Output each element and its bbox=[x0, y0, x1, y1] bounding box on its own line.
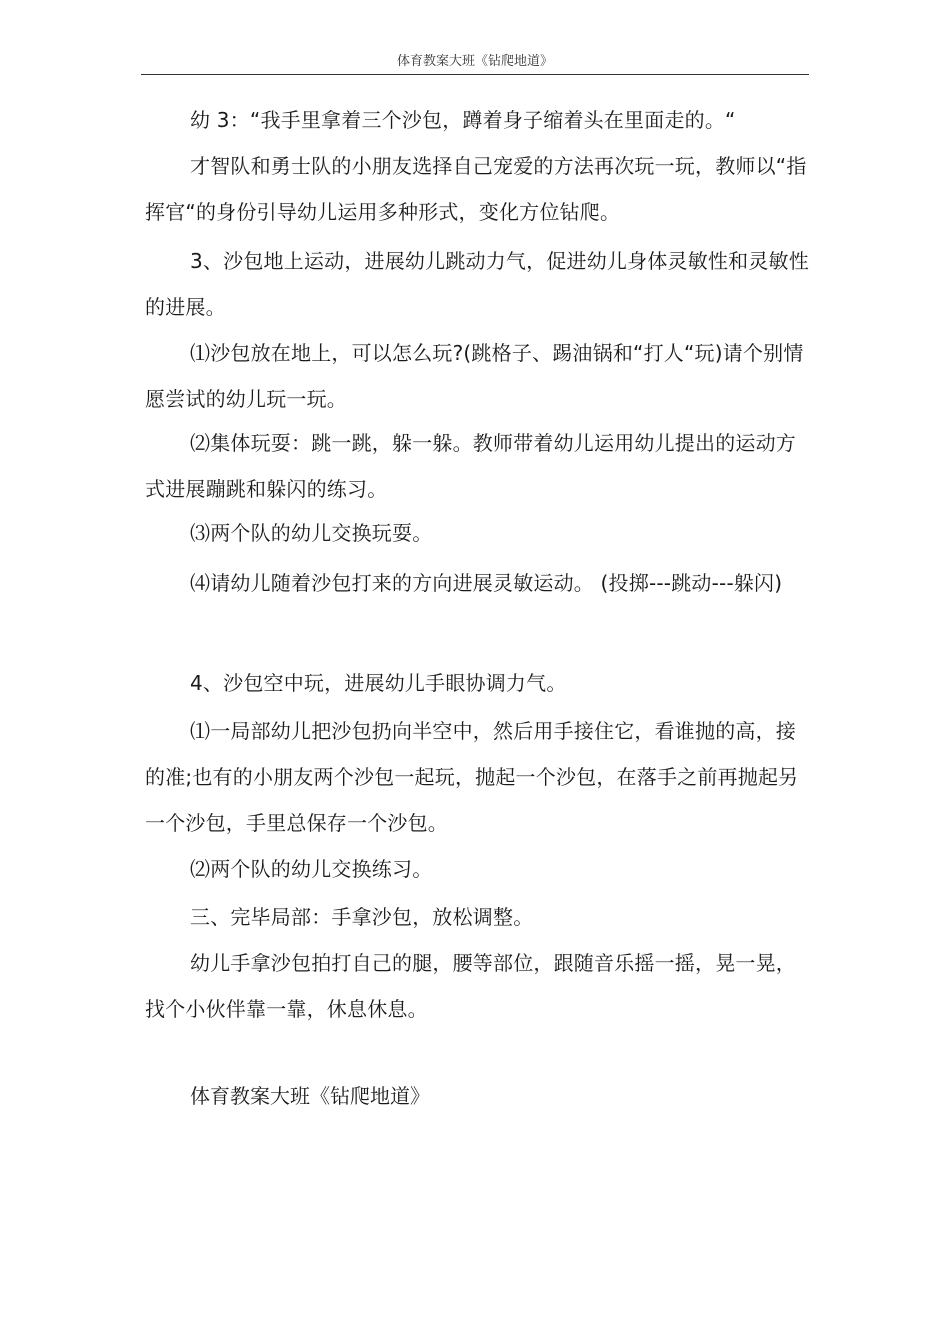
paragraph-4-2: ⑵两个队的幼儿交换练习。 bbox=[190, 857, 433, 881]
paragraph-section-3-end: 三、完毕局部：手拿沙包，放松调整。 bbox=[190, 905, 534, 929]
paragraph-3-1: ⑴沙包放在地上，可以怎么玩?(跳格子、踢油锅和“打人“玩)请个别情愿尝试的幼儿玩一玩。 bbox=[145, 341, 804, 411]
footer-title: 体育教案大班《钻爬地道》 bbox=[190, 1084, 430, 1108]
paragraph-relax: 幼儿手拿沙包拍打自己的腿，腰等部位，跟随音乐摇一摇，晃一晃，找个小伙伴靠一靠，休息休息。 bbox=[145, 951, 796, 1021]
paragraph-3-2: ⑵集体玩耍：跳一跳，躲一躲。教师带着幼儿运用幼儿提出的运动方式进展蹦跳和躲闪的练习。 bbox=[145, 431, 796, 501]
paragraph-section-4: 4、沙包空中玩，进展幼儿手眼协调力气。 bbox=[190, 671, 567, 695]
paragraph-4-1: ⑴一局部幼儿把沙包扔向半空中，然后用手接住它，看谁抛的高，接的准;也有的小朋友两个沙包一起玩，抛起一个沙包，在落手之前再抛起另一个沙包，手里总保存一个沙包。 bbox=[145, 719, 799, 835]
page-header: 体育教案大班《钻爬地道》 bbox=[141, 52, 809, 75]
paragraph-3-4: ⑷请幼儿随着沙包打来的方向进展灵敏运动。 (投掷---跳动---躲闪) bbox=[190, 571, 783, 595]
paragraph-section-3: 3、沙包地上运动，进展幼儿跳动力气，促进幼儿身体灵敏性和灵敏性的进展。 bbox=[145, 249, 809, 319]
paragraph-teams-play: 才智队和勇士队的小朋友选择自己宠爱的方法再次玩一玩，教师以“指挥官“的身份引导幼儿运用多种形式，变化方位钻爬。 bbox=[145, 154, 807, 224]
paragraph-3-3: ⑶两个队的幼儿交换玩耍。 bbox=[190, 521, 433, 545]
paragraph-child-3-quote: 幼 3：“我手里拿着三个沙包，蹲着身子缩着头在里面走的。“ bbox=[190, 108, 736, 132]
